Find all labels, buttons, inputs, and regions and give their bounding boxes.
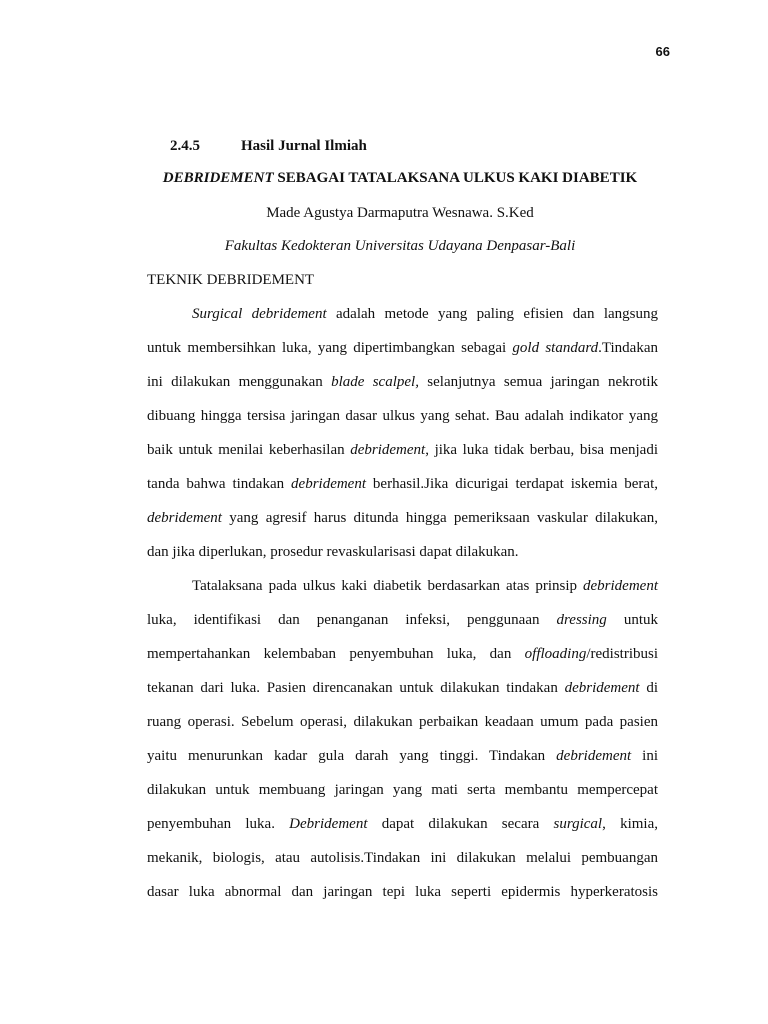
text-line: dasar luka abnormal dan jaringan tepi luka seperti epidermis hyperkeratosis	[147, 884, 658, 900]
article-title-rest: SEBAGAI TATALAKSANA ULKUS KAKI DIABETIK	[273, 170, 638, 186]
text-line	[147, 739, 658, 773]
text-line	[147, 569, 658, 603]
text-line: dibuang hingga tersisa jaringan dasar ulkus yang sehat. Bau adalah indikator yang	[147, 408, 658, 424]
italic-term: debridement	[556, 748, 632, 764]
subheading: TEKNIK DEBRIDEMENT	[147, 272, 315, 288]
italic-term: Surgical debridement	[192, 306, 327, 322]
text-span: ini dilakukan menggunakan	[147, 374, 332, 390]
text-span: Tatalaksana pada ulkus kaki diabetik berdasarkan atas prinsip	[192, 578, 584, 594]
text-span: tanda bahwa tindakan	[147, 476, 292, 492]
text-span: penyembuhan luka.	[147, 816, 290, 832]
author-affiliation: Fakultas Kedokteran Universitas Udayana Denpasar-Bali	[224, 238, 576, 254]
paragraph-2	[147, 569, 658, 909]
text-span: /redistribusi	[586, 646, 658, 662]
article-title	[140, 170, 660, 187]
text-line: dilakukan untuk membuang jaringan yang mati serta membantu mempercepat	[147, 782, 658, 798]
italic-term: debridement	[147, 510, 222, 526]
text-line: mekanik, biologis, atau autolisis.Tindakan ini dilakukan melalui pembuangan	[147, 850, 658, 866]
italic-term: debridement	[291, 476, 367, 492]
italic-term: debridement	[564, 680, 640, 696]
text-line	[147, 297, 658, 331]
text-span: luka, identifikasi dan penanganan infeksi, penggunaan	[147, 612, 557, 628]
text-span: tekanan dari luka. Pasien direncanakan untuk dilakukan tindakan	[147, 680, 565, 696]
text-span: .Tindakan	[598, 340, 658, 356]
text-span: yaitu menurunkan kadar gula darah yang tinggi. Tindakan	[147, 748, 557, 764]
section-heading	[170, 138, 367, 155]
text-line	[147, 807, 658, 841]
text-span: berhasil.Jika dicurigai terdapat iskemia berat,	[366, 476, 658, 492]
text-span: ini	[631, 748, 658, 764]
paragraph-1	[147, 297, 658, 569]
article-title-italic: DEBRIDEMENT	[162, 170, 274, 186]
text-span: yang agresif harus ditunda hingga pemeriksaan vaskular dilakukan,	[221, 510, 658, 526]
text-span: , jika luka tidak berbau, bisa menjadi	[425, 442, 658, 458]
text-span: selanjutnya semua jaringan nekrotik	[418, 374, 658, 390]
text-span: baik untuk menilai keberhasilan	[147, 442, 351, 458]
text-line: ruang operasi. Sebelum operasi, dilakukan perbaikan keadaan umum pada pasien	[147, 714, 658, 730]
text-line: dan jika diperlukan, prosedur revaskularisasi dapat dilakukan.	[147, 544, 519, 560]
author-name: Made Agustya Darmaputra Wesnawa. S.Ked	[266, 205, 534, 221]
text-span: untuk membersihkan luka, yang dipertimbangkan sebagai	[147, 340, 513, 356]
italic-term: gold standard	[512, 340, 599, 356]
text-line	[147, 433, 658, 467]
section-number: 2.4.5	[170, 138, 200, 154]
italic-term: Debridement	[289, 816, 368, 832]
text-line	[147, 365, 658, 399]
italic-term: debridement	[350, 442, 426, 458]
text-line	[147, 331, 658, 365]
text-line	[147, 637, 658, 671]
text-line	[147, 671, 658, 705]
text-line	[147, 603, 658, 637]
text-line	[147, 467, 658, 501]
section-title: Hasil Jurnal Ilmiah	[241, 138, 367, 154]
text-span: , kimia,	[602, 816, 658, 832]
text-line	[147, 501, 658, 535]
italic-term: dressing	[556, 612, 607, 628]
italic-term: surgical	[553, 816, 603, 832]
text-span: dapat dilakukan secara	[367, 816, 554, 832]
text-span: mempertahankan kelembaban penyembuhan luka, dan	[147, 646, 525, 662]
page-number: 66	[655, 44, 670, 59]
text-span: di	[639, 680, 658, 696]
body-text	[147, 297, 658, 909]
italic-term: offloading	[524, 646, 587, 662]
text-span: untuk	[606, 612, 659, 628]
text-span: adalah metode yang paling efisien dan langsung	[326, 306, 658, 322]
italic-term: blade scalpel,	[331, 374, 419, 390]
italic-term: debridement	[583, 578, 658, 594]
